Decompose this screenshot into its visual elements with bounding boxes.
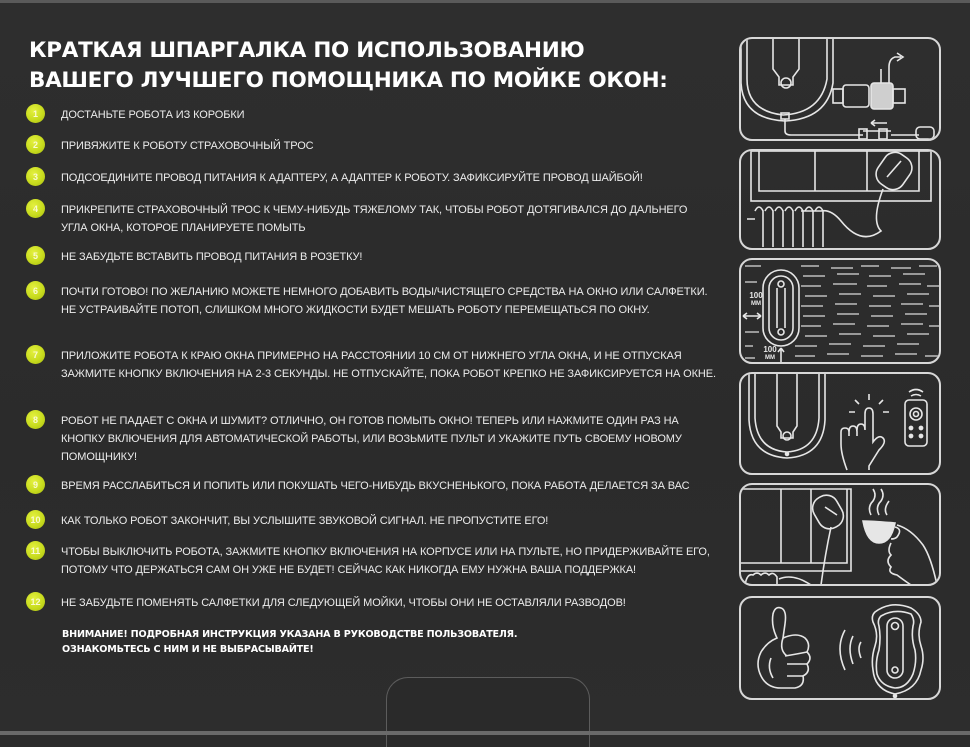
warning-note	[62, 627, 662, 657]
step-number-badge: 1	[26, 104, 45, 123]
step-item	[26, 137, 716, 155]
step-text: ПОДСОЕДИНИТЕ ПРОВОД ПИТАНИЯ К АДАПТЕРУ, А АДАПТЕР К РОБОТУ. ЗАФИКСИРУЙТЕ ПРОВОД ШАЙБОЙ!	[61, 172, 643, 184]
step-number-badge: 6	[26, 281, 45, 300]
illustration-done-signal	[739, 596, 941, 700]
step-number-badge: 9	[26, 475, 45, 494]
thumbs-up-and-sound-signal-icon	[741, 598, 941, 700]
warning-line-1: ВНИМАНИЕ! ПОДРОБНАЯ ИНСТРУКЦИЯ УКАЗАНА В РУКОВОДСТВЕ ПОЛЬЗОВАТЕЛЯ.	[62, 629, 518, 640]
step-item	[26, 594, 716, 612]
title-line-2: ВАШЕГО ЛУЧШЕГО ПОМОЩНИКА ПО МОЙКЕ ОКОН:	[29, 68, 668, 93]
step-text: ЧТОБЫ ВЫКЛЮЧИТЬ РОБОТА, ЗАЖМИТЕ КНОПКУ ВКЛЮЧЕНИЯ НА КОРПУСЕ ИЛИ НА ПУЛЬТЕ, НО ПРИДЕРЖИВАЙТЕ ЕГО, ПОТОМУ ЧТО ДЕРЖАТЬСЯ САМ ОН УЖЕ НЕ БУДЕТ! СЕЙЧАС КАК НИКОГДА ЕМУ НУЖНА ВАША ПОДДЕРЖКА!	[61, 546, 710, 576]
step-number-badge: 11	[26, 541, 45, 560]
title-line-1: КРАТКАЯ ШПАРГАЛКА ПО ИСПОЛЬЗОВАНИЮ	[29, 38, 585, 63]
step-number-badge: 5	[26, 246, 45, 265]
illustration-window-radiator-tether	[739, 149, 941, 250]
step-text: ДОСТАНЬТЕ РОБОТА ИЗ КОРОБКИ	[61, 109, 245, 121]
illustration-relax-coffee	[739, 483, 941, 586]
step-item	[26, 248, 716, 266]
step-number-badge: 2	[26, 135, 45, 154]
step-number-badge: 10	[26, 510, 45, 529]
step-text: ПРИЛОЖИТЕ РОБОТА К КРАЮ ОКНА ПРИМЕРНО НА РАССТОЯНИИ 10 СМ ОТ НИЖНЕГО УГЛА ОКНА, И НЕ ОТПУСКАЯ ЗАЖМИТЕ КНОПКУ ВКЛЮЧЕНИЯ НА 2-3 СЕКУНДЫ. НЕ ОТПУСКАЙТЕ, ПОКА РОБОТ КРЕПКО НЕ ЗАФИКСИРУЕТСЯ НА ОКНЕ.	[61, 350, 716, 380]
step-text: ПРИКРЕПИТЕ СТРАХОВОЧНЫЙ ТРОС К ЧЕМУ-НИБУДЬ ТЯЖЕЛОМУ ТАК, ЧТОБЫ РОБОТ ДОТЯГИВАЛСЯ ДО ДАЛЬНЕГО УГЛА ОКНА, КОТОРОЕ ПЛАНИРУЕТЕ ПОМЫТЬ	[61, 204, 688, 234]
step-item	[26, 477, 716, 495]
step-number-badge: 7	[26, 345, 45, 364]
robot-with-power-adapter-icon	[741, 39, 941, 141]
step-item	[26, 283, 716, 319]
step-item	[26, 543, 716, 579]
distance-bottom-value: 100	[763, 345, 777, 354]
step-number-badge: 4	[26, 199, 45, 218]
illustration-robot-cable-adapter	[739, 37, 941, 141]
distance-bottom-label	[759, 346, 781, 362]
step-text: ПОЧТИ ГОТОВО! ПО ЖЕЛАНИЮ МОЖЕТЕ НЕМНОГО ДОБАВИТЬ ВОДЫ/ЧИСТЯЩЕГО СРЕДСТВА НА ОКНО ИЛИ САЛФЕТКИ. НЕ УСТРАИВАЙТЕ ПОТОП, СЛИШКОМ МНОГО ЖИДКОСТИ БУДЕТ МЕШАТЬ РОБОТУ ПЕРЕМЕЩАТЬСЯ ПО ОКНУ.	[61, 286, 708, 316]
step-text: ПРИВЯЖИТЕ К РОБОТУ СТРАХОВОЧНЫЙ ТРОС	[61, 140, 314, 152]
page-title	[29, 36, 729, 96]
box-handle-cutout	[386, 677, 590, 747]
warning-line-2: ОЗНАКОМЬТЕСЬ С НИМ И НЕ ВЫБРАСЫВАЙТЕ!	[62, 644, 314, 655]
step-text: КАК ТОЛЬКО РОБОТ ЗАКОНЧИТ, ВЫ УСЛЫШИТЕ ЗВУКОВОЙ СИГНАЛ. НЕ ПРОПУСТИТЕ ЕГО!	[61, 515, 549, 527]
step-number-badge: 8	[26, 410, 45, 429]
step-item	[26, 512, 716, 530]
step-text: РОБОТ НЕ ПАДАЕТ С ОКНА И ШУМИТ? ОТЛИЧНО, ОН ГОТОВ ПОМЫТЬ ОКНО! ТЕПЕРЬ ИЛИ НАЖМИТЕ ОДИН РАЗ НА КНОПКУ ВКЛЮЧЕНИЯ ДЛЯ АВТОМАТИЧЕСКОЙ РАБОТЫ, ИЛИ ВОЗЬМИТЕ ПУЛЬТ И УКАЖИТЕ ПУТЬ СВОЕМУ НОВОМУ ПОМОЩНИКУ!	[61, 415, 682, 463]
card-top-edge	[0, 0, 970, 3]
step-item	[26, 347, 716, 383]
step-number-badge: 3	[26, 167, 45, 186]
distance-left-label	[745, 292, 767, 308]
step-text: ВРЕМЯ РАССЛАБИТЬСЯ И ПОПИТЬ ИЛИ ПОКУШАТЬ ЧЕГО-НИБУДЬ ВКУСНЕНЬКОГО, ПОКА РАБОТА ДЕЛАЕТСЯ ЗА ВАС	[61, 480, 690, 492]
step-text: НЕ ЗАБУДЬТЕ ВСТАВИТЬ ПРОВОД ПИТАНИЯ В РОЗЕТКУ!	[61, 251, 363, 263]
step-item	[26, 106, 716, 124]
robot-tethered-to-radiator-icon	[741, 151, 941, 250]
hand-holding-coffee-icon	[741, 485, 941, 586]
step-item	[26, 412, 716, 466]
distance-bottom-unit: ММ	[765, 355, 775, 361]
illustration-press-button-remote	[739, 372, 941, 475]
distance-left-value: 100	[749, 291, 763, 300]
illustration-placement-distance	[739, 258, 941, 364]
finger-press-and-remote-icon	[741, 374, 941, 475]
distance-left-unit: ММ	[751, 301, 761, 307]
step-item	[26, 169, 716, 187]
step-text: НЕ ЗАБУДЬТЕ ПОМЕНЯТЬ САЛФЕТКИ ДЛЯ СЛЕДУЮЩЕЙ МОЙКИ, ЧТОБЫ ОНИ НЕ ОСТАВЛЯЛИ РАЗВОДОВ!	[61, 597, 626, 609]
step-number-badge: 12	[26, 592, 45, 611]
step-item	[26, 201, 716, 237]
card-bottom-edge	[0, 731, 970, 735]
